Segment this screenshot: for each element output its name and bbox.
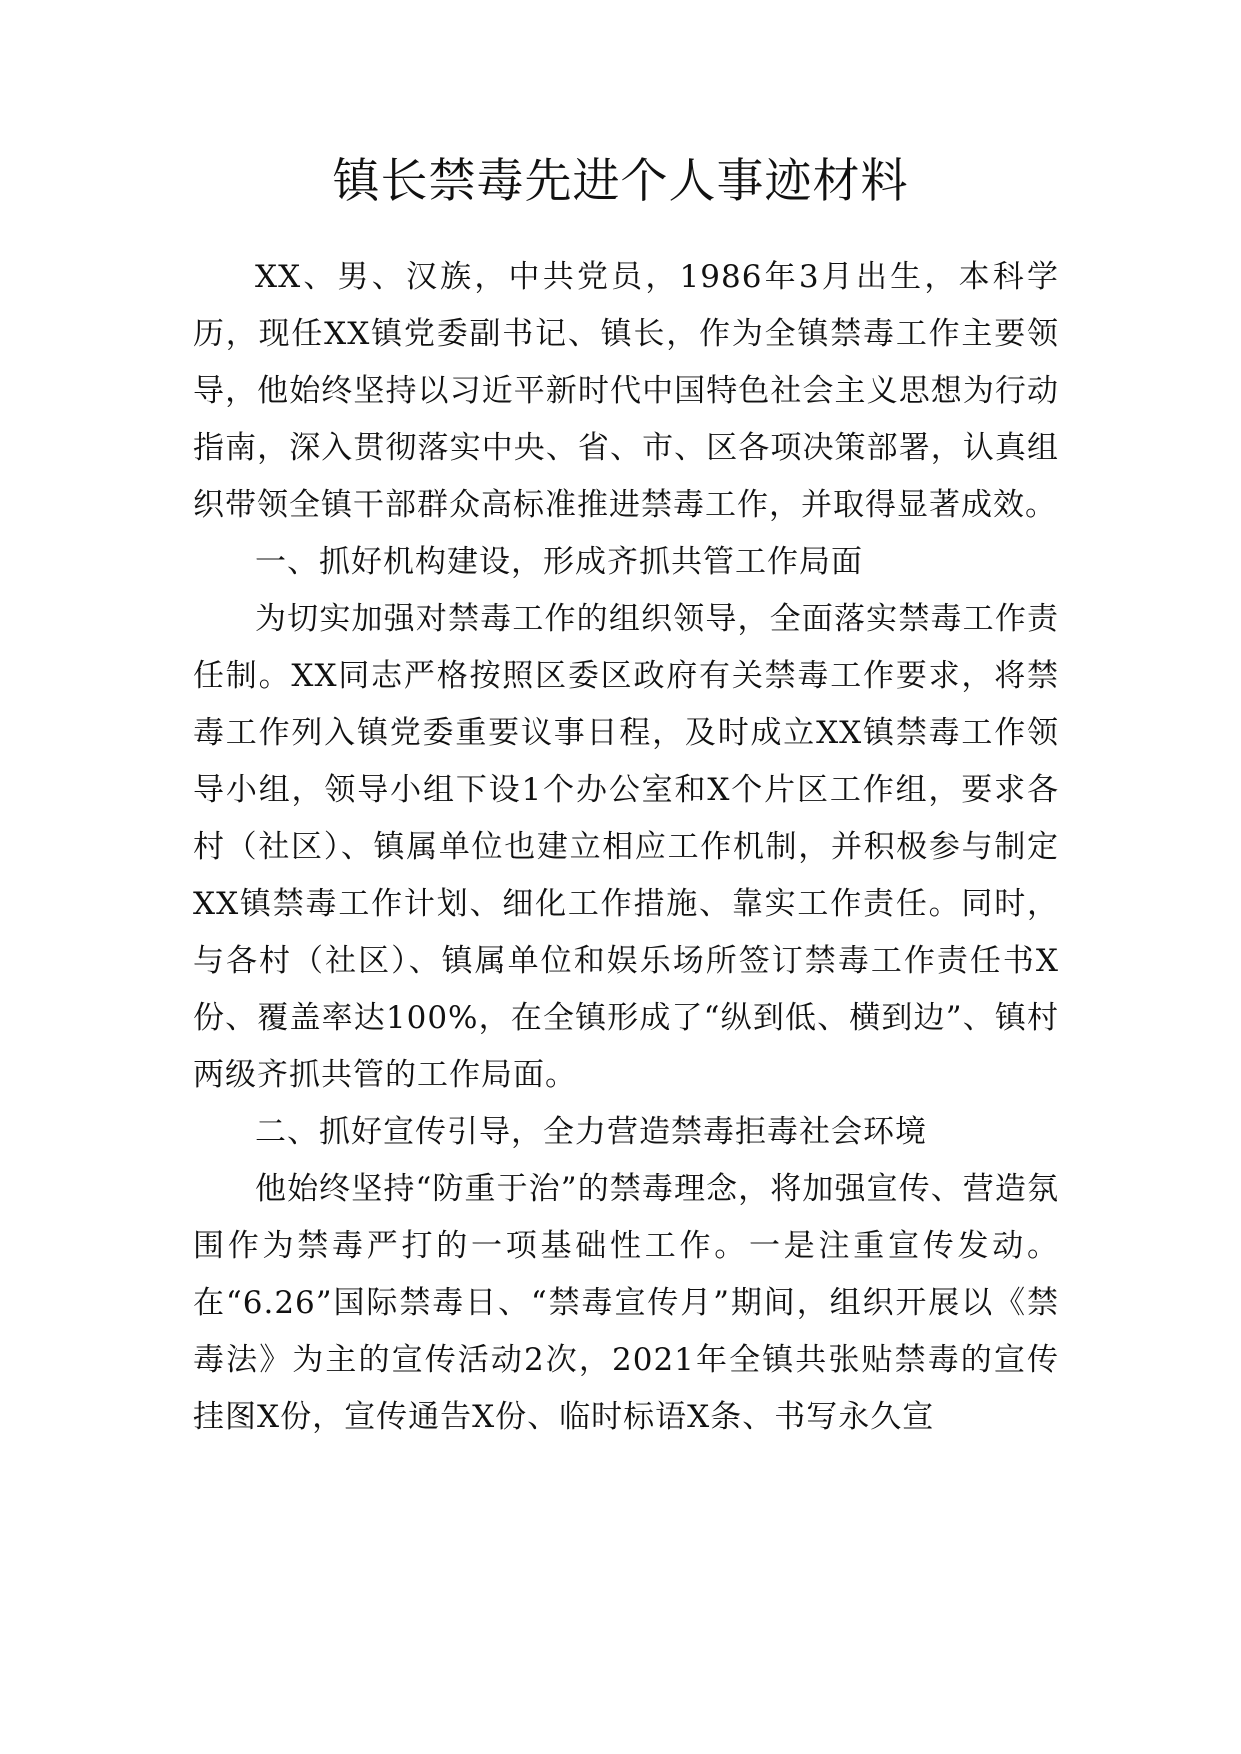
section-2-heading: 二、抓好宣传引导，全力营造禁毒拒毒社会环境 bbox=[255, 1114, 927, 1150]
document-title: 镇长禁毒先进个人事迹材料 bbox=[332, 154, 909, 209]
section-1-heading: 一、抓好机构建设，形成齐抓共管工作局面 bbox=[255, 544, 863, 580]
document-body bbox=[193, 249, 1059, 1446]
section-1-paragraph: 为切实加强对禁毒工作的组织领导，全面落实禁毒工作责任制。XX同志严格按照区委区政府有关禁毒工作要求，将禁毒工作列入镇党委重要议事日程，及时成立XX镇禁毒工作领导小组，领导小组下设1个办公室和X个片区工作组，要求各村（社区）、镇属单位也建立相应工作机制，并积极参与制定XX镇禁毒工作计划、细化工作措施、靠实工作责任。同时，与各村（社区）、镇属单位和娱乐场所签订禁毒工作责任书X份、覆盖率达100%，在全镇形成了“纵到低、横到边”、镇村两级齐抓共管的工作局面。 bbox=[193, 601, 1059, 1093]
intro-paragraph: XX、男、汉族，中共党员，1986年3月出生，本科学历，现任XX镇党委副书记、镇长，作为全镇禁毒工作主要领导，他始终坚持以习近平新时代中国特色社会主义思想为行动指南，深入贯彻落实中央、省、市、区各项决策部署，认真组织带领全镇干部群众高标准推进禁毒工作，并取得显著成效。 bbox=[193, 259, 1059, 523]
section-2-paragraph: 他始终坚持“防重于治”的禁毒理念，将加强宣传、营造氛围作为禁毒严打的一项基础性工作。一是注重宣传发动。在“6.26”国际禁毒日、“禁毒宣传月”期间，组织开展以《禁毒法》为主的宣传活动2次，2021年全镇共张贴禁毒的宣传挂图X份，宣传通告X份、临时标语X条、书写永久宣 bbox=[193, 1171, 1059, 1435]
